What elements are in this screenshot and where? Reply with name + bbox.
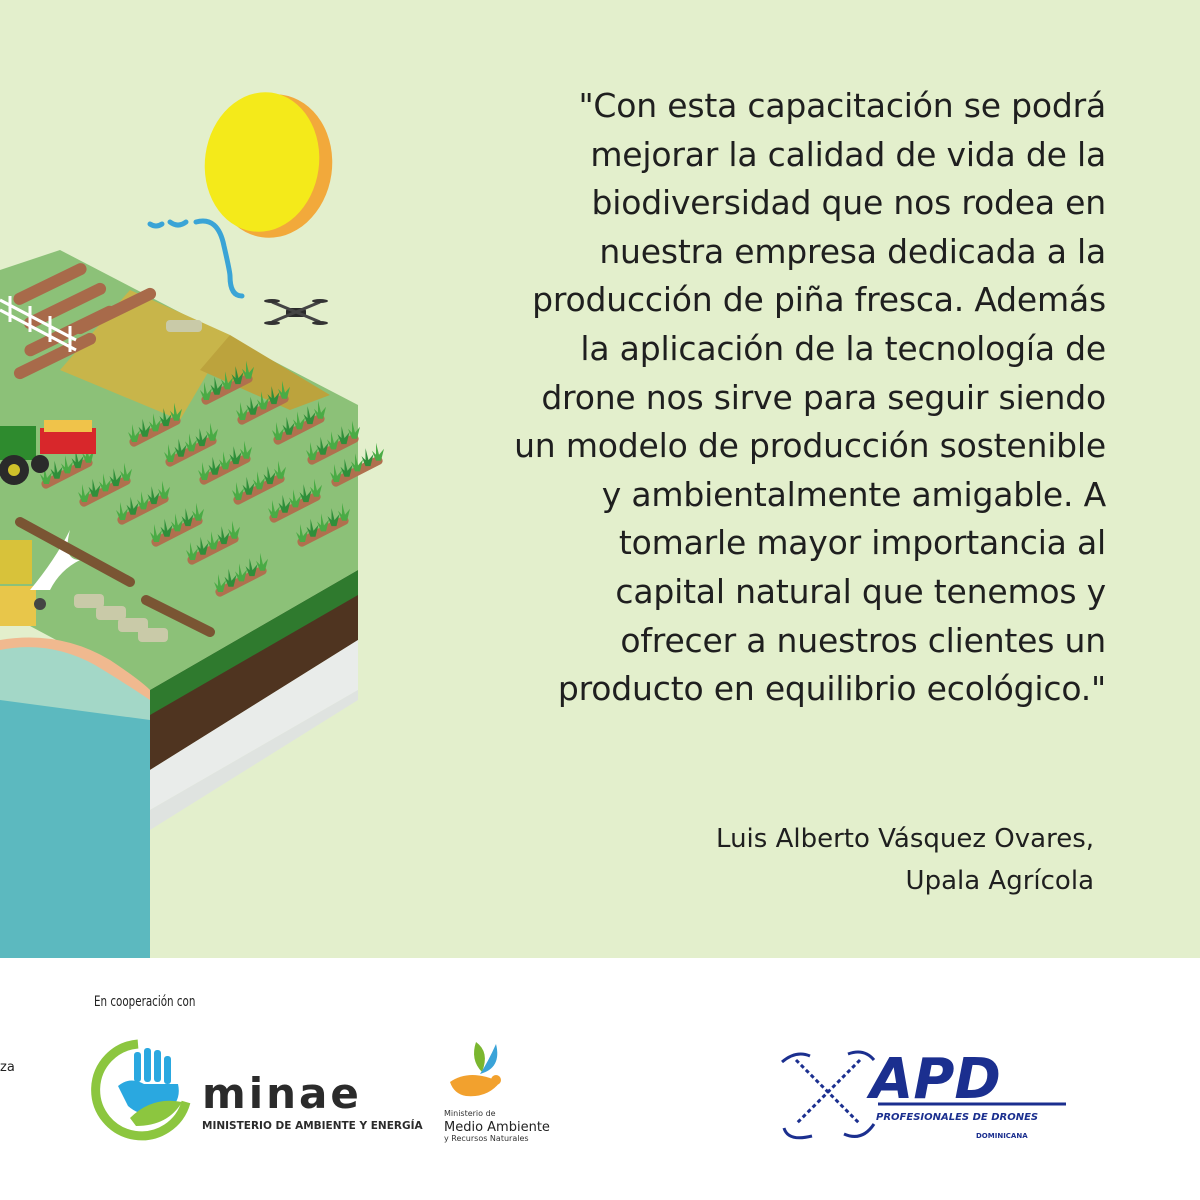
ministerio-line2: Medio Ambiente	[444, 1120, 550, 1135]
quote-line: y ambientalmente amigable. A	[601, 474, 1106, 514]
quote-line: mejorar la calidad de vida de la	[590, 134, 1106, 174]
testimonial-quote	[400, 82, 1106, 714]
quote-line: un modelo de producción sostenible	[514, 426, 1106, 466]
apd-logo	[778, 1042, 1078, 1142]
quote-line: "Con esta capacitación se podrá	[578, 86, 1106, 125]
quote-line: capital natural que tenemos y	[615, 571, 1106, 611]
quote-line: producción de piña fresca. Además	[532, 280, 1106, 320]
medio-ambiente-logo	[440, 1038, 560, 1148]
wind-icon	[150, 221, 242, 296]
quote-line: nuestra empresa dedicada a la	[599, 231, 1106, 271]
minae-subtitle: MINISTERIO DE AMBIENTE Y ENERGÍA	[202, 1120, 423, 1132]
drone-icon	[264, 299, 328, 325]
drone-x-icon	[782, 1052, 874, 1138]
ministerio-line3: y Recursos Naturales	[444, 1134, 529, 1143]
apd-country: DOMINICANA	[976, 1132, 1028, 1140]
quote-line: ofrecer a nuestros clientes un	[620, 620, 1106, 660]
partner-footer	[0, 958, 1200, 1200]
quote-line: la aplicación de la tecnología de	[580, 328, 1106, 368]
quote-line: tomarle mayor importancia al	[618, 523, 1106, 563]
quote-line: biodiversidad que nos rodea en	[591, 183, 1106, 223]
farm-illustration	[0, 0, 420, 958]
author-name: Luis Alberto Vásquez Ovares,	[716, 824, 1094, 854]
apd-wordmark: APD	[870, 1047, 1001, 1112]
minae-logo	[90, 1040, 423, 1140]
quote-line: drone nos sirve para seguir siendo	[541, 377, 1106, 417]
cooperation-label: En cooperación con	[94, 994, 196, 1010]
author-company: Upala Agrícola	[905, 866, 1094, 896]
quote-line: producto en equilibrio ecológico."	[557, 669, 1106, 709]
apd-subtitle: PROFESIONALES DE DRONES	[876, 1112, 1039, 1123]
author-attribution	[716, 818, 1094, 902]
cut-off-text: za	[0, 1060, 15, 1075]
sun-icon	[196, 85, 342, 246]
ministerio-line1: Ministerio de	[444, 1109, 496, 1118]
minae-wordmark: minae	[202, 1069, 362, 1118]
